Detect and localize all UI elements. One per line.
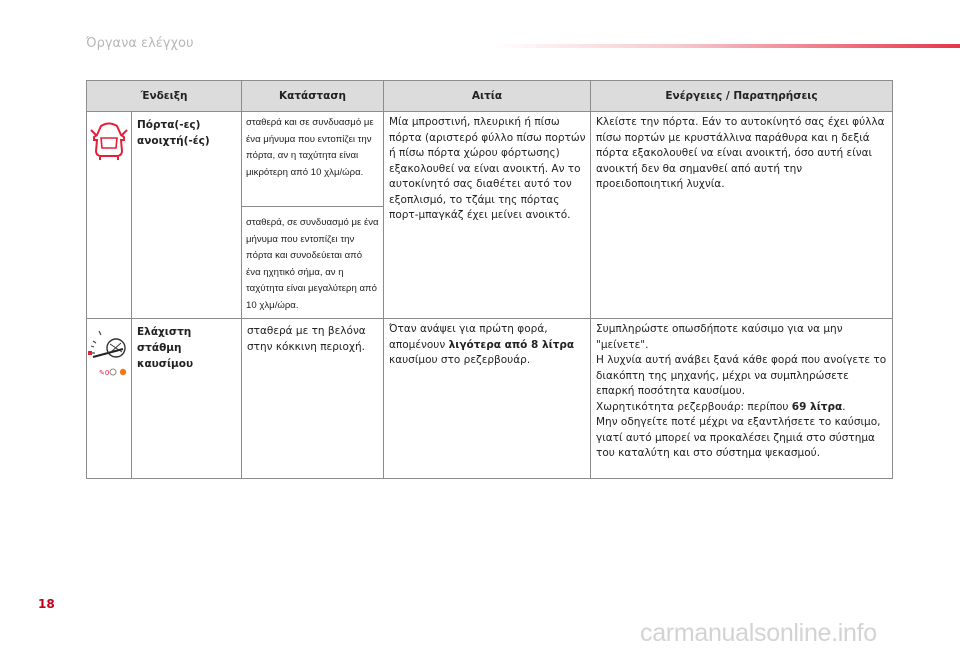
svg-text:✎0: ✎0 — [99, 369, 110, 377]
state-text: σταθερά, σε συνδυασμό με ένα μήνυμα που εντοπίζει την πόρτα και συνοδεύεται από ένα ηχητικό σήμα, αν η ταχύτητα είναι μεγαλύτερη από 10 χλμ/ώρα. — [242, 207, 384, 319]
indicator-label: Ελάχιστη στάθμη καυσίμου — [132, 319, 242, 479]
action-paragraph: Χωρητικότητα ρεζερβουάρ: περίπου 69 λίτρα. — [596, 400, 846, 413]
action-paragraph: Μην οδηγείτε ποτέ μέχρι να εξαντλήσετε το καύσιμο, γιατί αυτό μπορεί να προκαλέσει ζημιά στο σύστημα του καταλύτη και στο σύστημα ψεκασμού. — [596, 416, 881, 459]
page-number: 18 — [38, 597, 55, 611]
column-header-state: Κατάσταση — [242, 81, 384, 112]
state-text: σταθερά με τη βελόνα στην κόκκινη περιοχή. — [242, 319, 384, 479]
cause-text: Μία μπροστινή, πλευρική ή πίσω πόρτα (αριστερό φύλλο πίσω πορτών ή πίσω πόρτα χώρου φόρτωσης) εξακολουθεί να είναι ανοικτή. Αν το αυτοκίνητό σας διαθέτει αυτό τον εξοπλισμό, το τζάμι της πόρτας πορτ-μπαγκάζ έχει μείνει ανοικτό. — [384, 112, 591, 319]
page-header-title: Όργανα ελέγχου — [86, 36, 194, 51]
column-header-indicator: Ένδειξη — [87, 81, 242, 112]
action-paragraph: Συμπληρώστε οπωσδήποτε καύσιμο για να μην "μείνετε". — [596, 323, 843, 351]
cause-text: Όταν ανάψει για πρώτη φορά, απομένουν λιγότερα από 8 λίτρα καυσίμου στο ρεζερβουάρ. — [384, 319, 591, 479]
state-text: σταθερά και σε συνδυασμό με ένα μήνυμα που εντοπίζει την πόρτα, αν η ταχύτητα είναι μικρότερη από 10 χλμ/ώρα. — [242, 112, 384, 207]
action-text — [591, 319, 893, 479]
watermark: carmanualsonline.info — [640, 619, 877, 647]
action-paragraph: Η λυχνία αυτή ανάβει ξανά κάθε φορά που ανοίγετε το διακόπτη της μηχανής, μέχρι να συμπληρώσετε επαρκή ποσότητα καυσίμου. — [596, 354, 887, 397]
fuel-icon-cell — [87, 319, 132, 479]
door-open-warning-icon — [89, 120, 129, 164]
column-header-cause: Αιτία — [384, 81, 591, 112]
table-row — [87, 319, 893, 479]
fuel-gauge-low-icon — [87, 327, 131, 387]
warning-lights-table — [86, 80, 893, 479]
table-row — [87, 112, 893, 207]
table-header-row — [87, 81, 893, 112]
column-header-actions: Ενέργειες / Παρατηρήσεις — [591, 81, 893, 112]
indicator-label: Πόρτα(-ες) ανοιχτή(-ές) — [132, 112, 242, 319]
header-accent-bar — [490, 44, 960, 48]
door-icon-cell — [87, 112, 132, 319]
action-text: Κλείστε την πόρτα. Εάν το αυτοκίνητό σας έχει φύλλα πίσω πορτών με κρυστάλλινα παράθυρα και η δεξιά πόρτα εξακολουθεί να είναι ανοικτή, όσο αυτή είναι ανοικτή δεν θα σημανθεί από αυτή την προειδοποιητική λυχνία. — [591, 112, 893, 319]
